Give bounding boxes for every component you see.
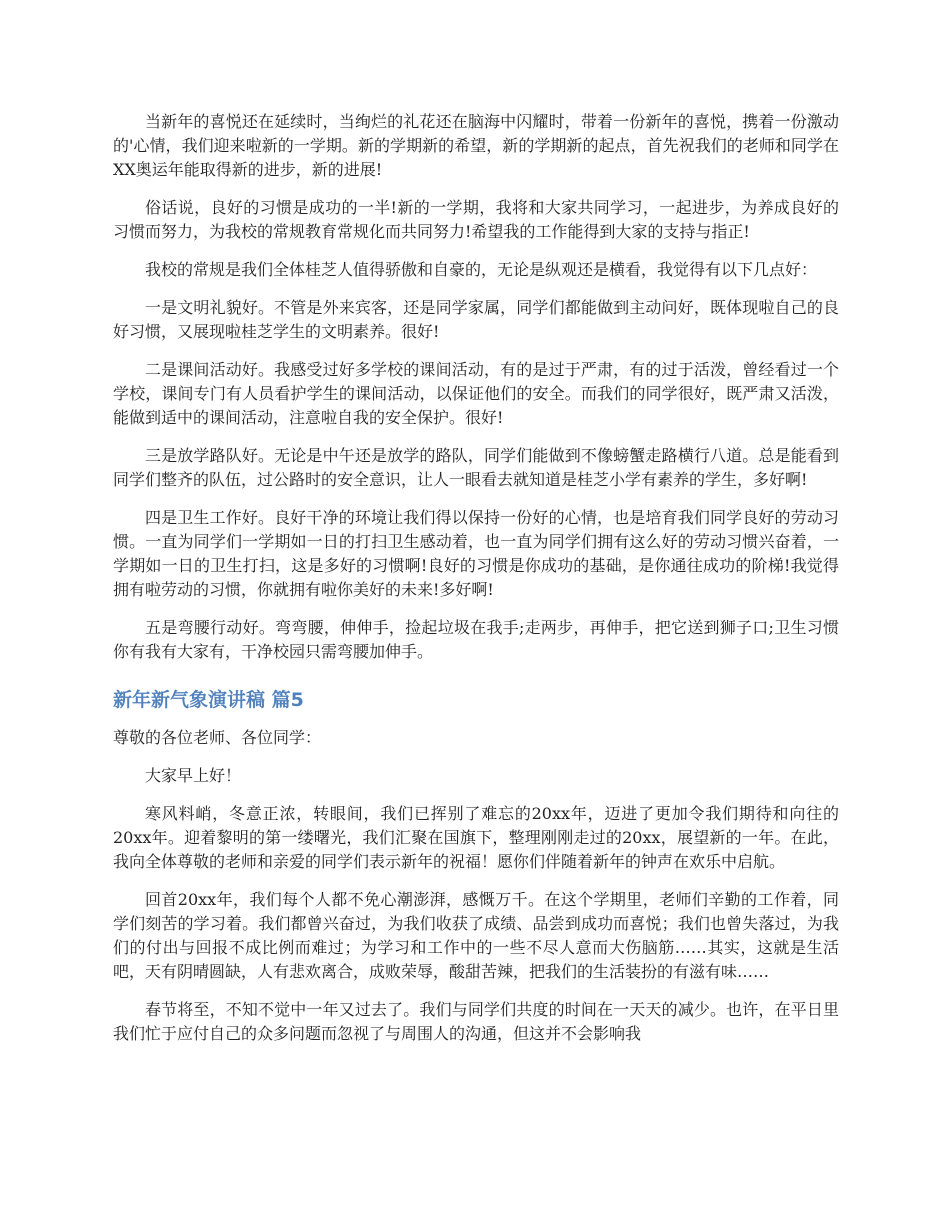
paragraph-point-four: 四是卫生工作好。良好干净的环境让我们得以保持一份好的心情，也是培育我们同学良好的劳动习惯。一直为同学们一学期如一日的打扫卫生感动着，也一直为同学们拥有这么好的劳动习惯兴奋着，一学期如一日的卫生打扫，这是多好的习惯啊!良好的习惯是你成功的基础，是你通往成功的阶梯!我觉得拥有啦劳动的习惯，你就拥有啦你美好的未来!多好啊! bbox=[113, 508, 839, 599]
document-page bbox=[113, 110, 839, 1060]
paragraph-point-five: 五是弯腰行动好。弯弯腰，伸伸手，捡起垃圾在我手;走两步，再伸手，把它送到狮子口;卫生习惯你有我有大家有，干净校园只需弯腰加伸手。 bbox=[113, 618, 839, 661]
paragraph-good-habits: 俗话说，良好的习惯是成功的一半!新的一学期，我将和大家共同学习，一起进步，为养成良好的习惯而努力，为我校的常规教育常规化而共同努力!希望我的工作能得到大家的支持与指正! bbox=[113, 198, 839, 241]
salutation: 尊敬的各位老师、各位同学： bbox=[113, 728, 322, 747]
paragraph-looking-back: 回首20xx年，我们每个人都不免心潮澎湃，感慨万千。在这个学期里，老师们辛勤的工作着，同学们刻苦的学习着。我们都曾兴奋过，为我们收获了成绩、品尝到成功而喜悦；我们也曾失落过，为我们的付出与回报不成比例而难过；为学习和工作中的一些不尽人意而大伤脑筋……其实，这就是生活吧，天有阴晴圆缺，人有悲欢离合，成败荣辱，酸甜苦辣，把我们的生活装扮的有滋有味…… bbox=[113, 890, 839, 981]
paragraph-point-two: 二是课间活动好。我感受过好多学校的课间活动，有的是过于严肃，有的过于活泼，曾经看过一个学校，课间专门有人员看护学生的课间活动，以保证他们的安全。而我们的同学很好，既严肃又活泼，能做到适中的课间活动，注意啦自我的安全保护。很好! bbox=[113, 360, 839, 427]
greeting: 大家早上好！ bbox=[145, 766, 242, 785]
paragraph-spring-festival: 春节将至，不知不觉中一年又过去了。我们与同学们共度的时间在一天天的减少。也许，在平日里我们忙于应付自己的众多问题而忽视了与周围人的沟通，但这并不会影响我 bbox=[113, 1000, 839, 1043]
paragraph-school-routine: 我校的常规是我们全体桂芝人值得骄傲和自豪的，无论是纵观还是横看，我觉得有以下几点好： bbox=[145, 260, 818, 279]
paragraph-new-semester: 当新年的喜悦还在延续时，当绚烂的礼花还在脑海中闪耀时，带着一份新年的喜悦，携着一份激动的'心情，我们迎来啦新的一学期。新的学期新的希望，新的学期新的起点，首先祝我们的老师和同学在XX奥运年能取得新的进步，新的进展! bbox=[113, 112, 839, 179]
section-heading: 新年新气象演讲稿 篇5 bbox=[113, 689, 304, 711]
paragraph-point-one: 一是文明礼貌好。不管是外来宾客，还是同学家属，同学们都能做到主动问好，既体现啦自己的良好习惯，又展现啦桂芝学生的文明素养。很好! bbox=[113, 298, 839, 341]
paragraph-new-year-wishes: 寒风料峭，冬意正浓，转眼间，我们已挥别了难忘的20xx年，迈进了更加令我们期待和向往的20xx年。迎着黎明的第一缕曙光，我们汇聚在国旗下，整理刚刚走过的20xx，展望新的一年。在此，我向全体尊敬的老师和亲爱的同学们表示新年的祝福！愿你们伴随着新年的钟声在欢乐中启航。 bbox=[113, 804, 839, 871]
paragraph-point-three: 三是放学路队好。无论是中午还是放学的路队，同学们能做到不像螃蟹走路横行八道。总是能看到同学们整齐的队伍，过公路时的安全意识，让人一眼看去就知道是桂芝小学有素养的学生，多好啊! bbox=[113, 446, 839, 489]
